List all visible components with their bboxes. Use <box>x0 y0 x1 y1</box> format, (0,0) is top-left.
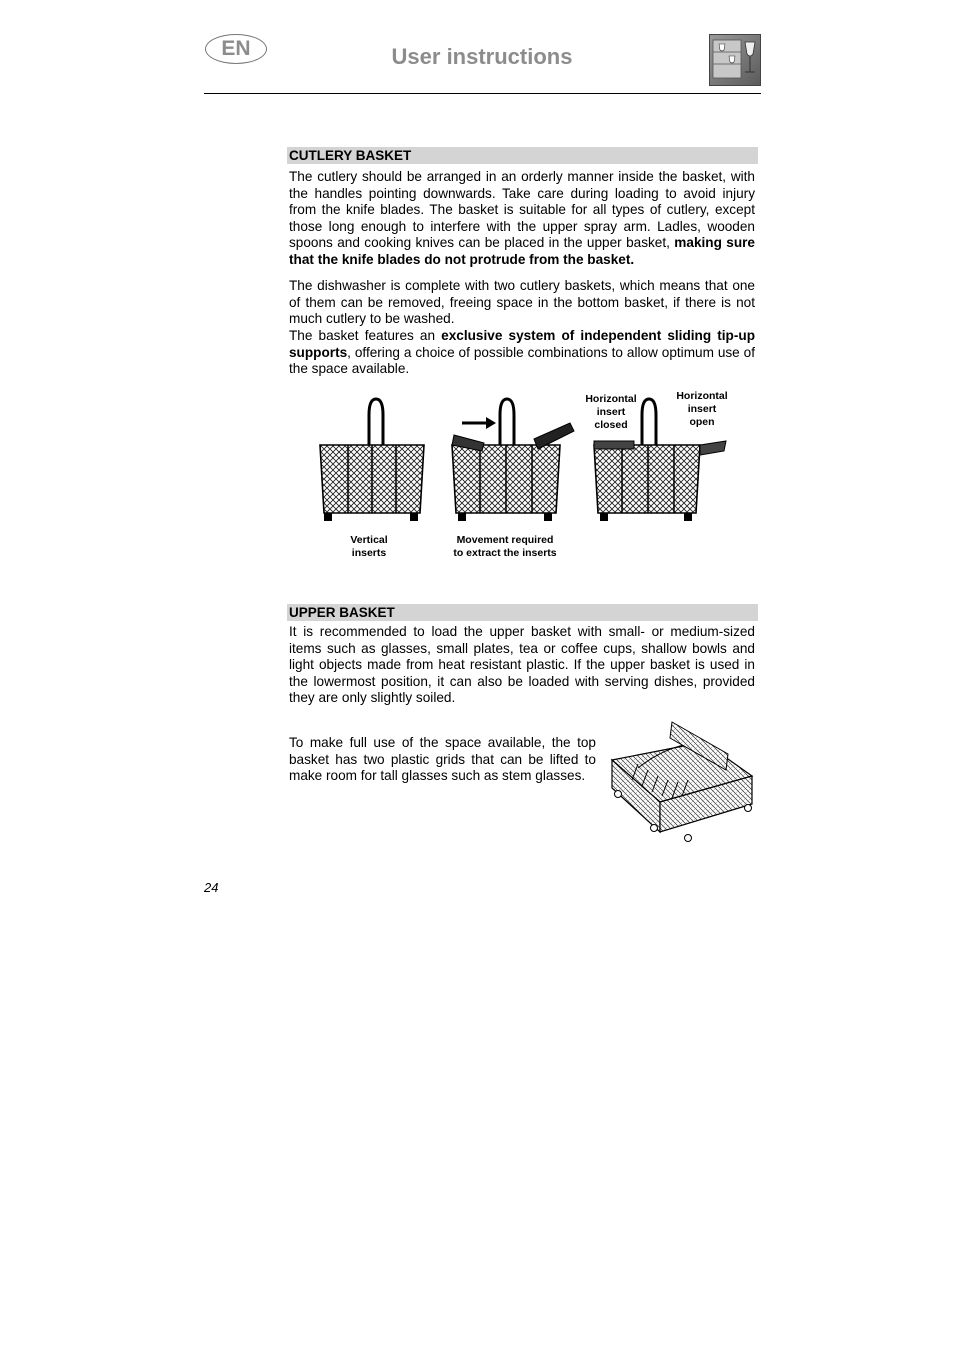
upper-paragraph-1: It is recommended to load the upper basket with small- or medium-sized items such as glasses, small plates, tea or coffee cups, shallow bowls and light objects made from heat resistant plastic. If the upper basket is used in the lowermost position, it can also be loaded with serving dishes, provided they are only slightly soiled. <box>289 624 755 706</box>
language-badge: EN <box>205 34 267 64</box>
page-title: User instructions <box>391 44 573 69</box>
dishwasher-glasses-icon <box>709 34 761 86</box>
caption-movement-required: Movement required to extract the inserts <box>453 534 557 559</box>
cutlery-paragraph-3: The basket features an exclusive system of independent sliding tip-up supports, offering a choice of possible combinations to allow optimum use of the space available. <box>289 328 755 377</box>
basket-vertical-inserts <box>320 399 424 521</box>
upper-basket-illustration <box>608 716 756 850</box>
header-divider <box>204 93 761 94</box>
section-heading-upper-basket: UPPER BASKET <box>287 604 758 621</box>
cutlery-paragraph-2: The dishwasher is complete with two cutlery baskets, which means that one of them can be removed, freeing space in the bottom basket, if there is not much cutlery to be washed. <box>289 278 755 327</box>
section-heading-cutlery-basket: CUTLERY BASKET <box>287 147 758 164</box>
caption-horizontal-insert-closed: Horizontal insert closed <box>585 393 637 431</box>
caption-vertical-inserts: Vertical inserts <box>350 534 388 559</box>
cutlery-paragraph-1: The cutlery should be arranged in an orderly manner inside the basket, with the handles pointing downwards. Take care during loading to avoid injury from the knife blades. The basket is suitable for all types of cutlery, except those long enough to interfere with the upper spray arm. Ladles, wooden spoons and cooking knives can be placed in the upper basket, making sure that the knife blades do not protrude from the basket. <box>289 169 755 267</box>
caption-horizontal-insert-open: Horizontal insert open <box>676 390 728 428</box>
upper-paragraph-2: To make full use of the space available, the top basket has two plastic grids that can be lifted to make room for tall glasses such as stem glasses. <box>289 735 596 784</box>
cutlery-basket-illustrations <box>312 395 732 527</box>
basket-movement-extract <box>452 399 574 521</box>
page-number: 24 <box>204 880 219 895</box>
